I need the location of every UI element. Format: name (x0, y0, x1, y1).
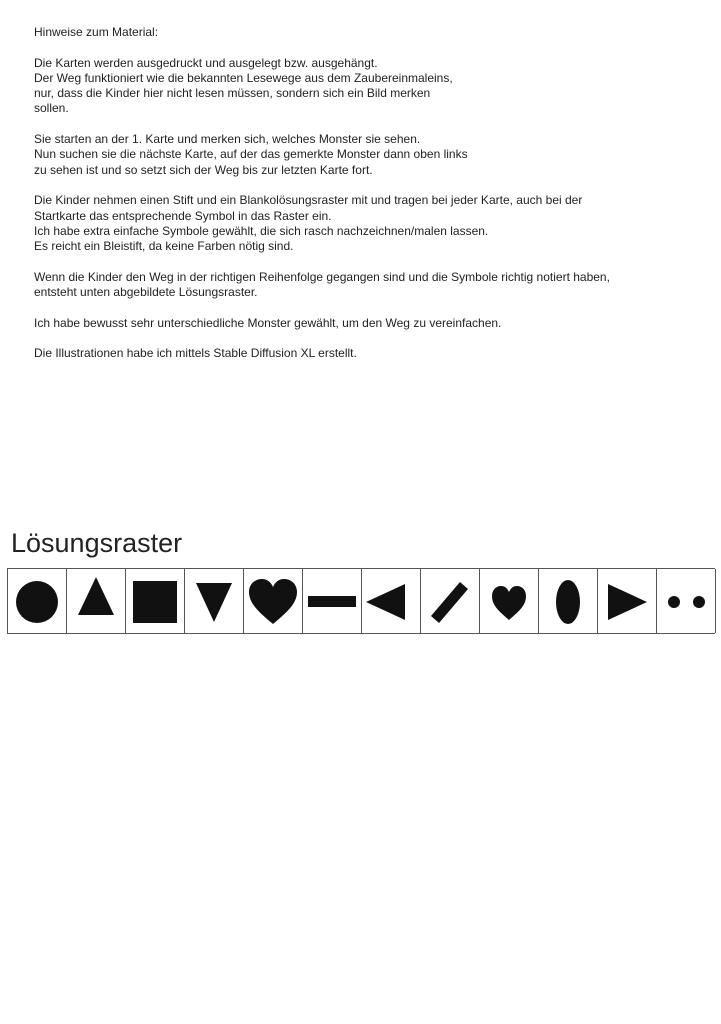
grid-cell (539, 569, 598, 633)
heart-small-icon (480, 569, 538, 633)
notes-line: Der Weg funktioniert wie die bekannten Lesewege aus dem Zaubereinmaleins, (34, 70, 453, 85)
horizontal-bar-icon (303, 569, 361, 633)
notes-line: Ich habe bewusst sehr unterschiedliche Monster gewählt, um den Weg zu vereinfachen. (34, 315, 502, 330)
square-icon (126, 569, 184, 633)
heart-large-icon (244, 569, 302, 633)
notes-paragraph (34, 132, 714, 178)
notes-line: nur, dass die Kinder hier nicht lesen müssen, sondern sich ein Bild merken (34, 86, 431, 101)
notes-line: sollen. (34, 101, 69, 116)
notes-paragraph (34, 193, 714, 254)
grid-cell (421, 569, 480, 633)
notes-line: Ich habe extra einfache Symbole gewählt, die sich rasch nachzeichnen/malen lassen. (34, 223, 489, 238)
grid-cell (657, 569, 716, 633)
notes-line: Die Illustrationen habe ich mittels Stable Diffusion XL erstellt. (34, 346, 357, 361)
notes-line: Es reicht ein Bleistift, da keine Farben nötig sind. (34, 239, 294, 254)
grid-cell (598, 569, 657, 633)
notes-paragraph (34, 270, 714, 301)
grid-cell (185, 569, 244, 633)
grid-cell (480, 569, 539, 633)
triangle-down-icon (185, 569, 243, 633)
material-notes (34, 25, 714, 377)
notes-line: Wenn die Kinder den Weg in der richtigen Reihenfolge gegangen sind und die Symbole richtig notiert haben, (34, 269, 610, 284)
circle-icon (8, 569, 66, 633)
triangle-left-icon (362, 569, 420, 633)
notes-paragraph (34, 316, 714, 331)
grid-cell (67, 569, 126, 633)
grid-cell (303, 569, 362, 633)
notes-heading: Hinweise zum Material: (34, 25, 159, 39)
grid-cell (126, 569, 185, 633)
notes-line: Nun suchen sie die nächste Karte, auf der das gemerkte Monster dann oben links (34, 147, 468, 162)
notes-line: Die Kinder nehmen einen Stift und ein Blankolösungsraster mit und tragen bei jeder Karte, auch bei der (34, 193, 583, 208)
notes-line: zu sehen ist und so setzt sich der Weg bis zur letzten Karte fort. (34, 162, 373, 177)
grid-cell (8, 569, 67, 633)
grid-cell (362, 569, 421, 633)
notes-line: Die Karten werden ausgedruckt und ausgelegt bzw. ausgehängt. (34, 55, 378, 70)
solution-grid-title: Lösungsraster (11, 528, 183, 558)
notes-line: Startkarte das entsprechende Symbol in das Raster ein. (34, 208, 332, 223)
notes-line: entsteht unten abgebildete Lösungsraster. (34, 285, 258, 300)
notes-paragraph (34, 56, 714, 117)
two-dots-icon (657, 569, 715, 633)
triangle-up-icon (67, 569, 125, 633)
solution-grid (7, 568, 715, 634)
notes-line: Sie starten an der 1. Karte und merken sich, welches Monster sie sehen. (34, 132, 421, 147)
grid-cell (244, 569, 303, 633)
notes-paragraph (34, 346, 714, 361)
ellipse-icon (539, 569, 597, 633)
triangle-right-icon (598, 569, 656, 633)
diagonal-bar-icon (421, 569, 479, 633)
